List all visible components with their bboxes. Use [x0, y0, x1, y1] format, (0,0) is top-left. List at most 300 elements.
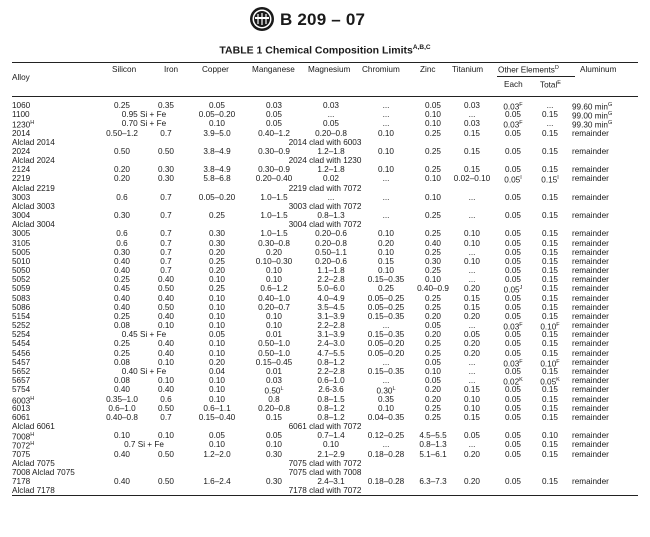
table-row	[12, 349, 638, 358]
table-title: Chemical Composition Limits	[265, 44, 413, 57]
fe-cell: 0.40	[158, 275, 174, 285]
ti-cell: 0.20	[464, 477, 480, 487]
fe-cell: 0.50	[158, 403, 174, 413]
ti-cell: 0.05	[464, 330, 480, 340]
alloy-cell: 2014	[12, 128, 31, 138]
each-cell: 0.05	[505, 302, 521, 312]
alloy-cell: $7072^H$	[12, 441, 35, 452]
cu-cell: 0.10	[209, 339, 225, 349]
zn-cell: 0.25	[425, 302, 441, 312]
fe-cell: 0.7	[160, 238, 172, 248]
cu-cell: 0.10	[209, 440, 225, 450]
al-cell: remainder	[572, 211, 609, 221]
each-cell: 0.05	[505, 330, 521, 340]
al-cell: 99.30 $\min^G$	[572, 120, 613, 131]
mn-cell: 0.50–1.0	[258, 339, 290, 349]
alloy-cell: $6003^H$	[12, 395, 35, 406]
cr-cell: 0.15–0.35	[367, 330, 405, 340]
fe-cell: 0.10	[158, 357, 174, 367]
table-row	[12, 477, 638, 486]
table-row	[12, 129, 638, 138]
col-iron: Iron	[164, 65, 179, 74]
table-row	[12, 202, 638, 211]
alloy-cell: 7008 Alclad 7075	[12, 467, 75, 477]
al-cell: remainder	[572, 284, 609, 294]
standard-designation: B 209 – 07	[280, 10, 366, 29]
si-cell: 0.40	[114, 256, 130, 266]
fe-cell: 0.30	[158, 165, 174, 175]
table-row	[12, 376, 638, 385]
mg-cell: 0.20–0.8	[315, 128, 347, 138]
alloy-cell: 5457	[12, 357, 31, 367]
zn-cell: 0.10	[425, 174, 441, 184]
total-cell: 0.15	[542, 146, 558, 156]
zn-cell: 0.20	[425, 394, 441, 404]
alloy-cell: 2124	[12, 165, 31, 175]
cu-cell: 0.6–1.1	[203, 403, 231, 413]
mg-cell: 0.20–0.6	[315, 256, 347, 266]
cr-cell: 0.04–0.35	[367, 412, 405, 422]
fe-cell: 0.50	[158, 284, 174, 294]
alloy-cell: 5005	[12, 247, 31, 257]
ti-cell: 0.15	[464, 146, 480, 156]
zn-cell: 0.25	[425, 339, 441, 349]
mn-cell: 0.05	[266, 119, 282, 129]
mg-cell: 0.8–1.3	[317, 211, 345, 221]
fe-cell: 0.40	[158, 348, 174, 358]
mg-cell: 4.0–4.9	[317, 293, 345, 303]
page-header	[0, 4, 650, 38]
clad-note: 7075 clad with 7072	[288, 458, 362, 468]
each-cell: $0.02^K$	[503, 377, 523, 387]
cr-cell: ...	[382, 211, 390, 221]
total-cell: 0.15	[542, 339, 558, 349]
cu-cell: 0.10	[209, 293, 225, 303]
al-cell: remainder	[572, 146, 609, 156]
total-cell: 0.15	[542, 247, 558, 257]
cu-cell: 0.20	[209, 266, 225, 276]
table-row	[12, 440, 638, 452]
cu-cell: 0.05–0.20	[198, 110, 236, 120]
table-row	[12, 450, 638, 459]
mn-cell: 0.05	[266, 431, 282, 441]
al-cell: remainder	[572, 385, 609, 395]
al-cell: remainder	[572, 311, 609, 321]
ti-cell: 0.15	[464, 128, 480, 138]
cr-cell: ...	[382, 101, 390, 110]
cu-cell: 5.8–6.8	[203, 174, 231, 184]
total-cell: ...	[546, 119, 554, 129]
alloy-cell: 5086	[12, 302, 31, 312]
each-cell: 0.05	[505, 211, 521, 221]
ti-cell: ...	[468, 321, 476, 331]
col-manganese: Manganese	[252, 65, 295, 74]
fe-cell: 0.50	[158, 477, 174, 487]
si-cell: 0.25	[114, 275, 130, 285]
mg-cell: ...	[327, 192, 335, 202]
al-cell: remainder	[572, 174, 609, 184]
mg-cell: 3.5–4.5	[317, 302, 345, 312]
total-cell: 0.15	[542, 165, 558, 175]
cr-cell: 0.25	[378, 284, 394, 294]
si-fe-cell: 0.95 Si + Fe	[121, 110, 167, 120]
ti-cell: 0.10	[464, 238, 480, 248]
each-cell: 0.05	[505, 256, 521, 266]
table-row	[12, 174, 638, 186]
cu-cell: 3.9–5.0	[203, 128, 231, 138]
cr-cell: ...	[382, 357, 390, 367]
table-row	[12, 330, 638, 339]
cr-cell: ...	[382, 119, 390, 129]
table-row	[12, 220, 638, 229]
total-cell: 0.15	[542, 211, 558, 221]
zn-cell: 0.25	[425, 247, 441, 257]
zn-cell: 0.20	[425, 385, 441, 395]
cu-cell: 1.2–2.0	[203, 449, 231, 459]
fe-cell: 0.7	[160, 412, 172, 422]
si-cell: 0.40	[114, 266, 130, 276]
table-row	[12, 404, 638, 413]
total-cell: $0.10^F$	[540, 358, 560, 369]
ti-cell: 0.03	[464, 119, 480, 129]
mn-cell: 0.20–0.7	[258, 302, 290, 312]
ti-cell: ...	[468, 247, 476, 257]
mn-cell: 0.03	[266, 376, 282, 386]
alloy-cell: 2219	[12, 174, 31, 184]
total-cell: 0.15	[542, 302, 558, 312]
total-cell: 0.15	[542, 385, 558, 395]
ti-cell: 0.15	[464, 165, 480, 175]
fe-cell: 0.7	[160, 256, 172, 266]
table-row	[12, 284, 638, 296]
alloy-cell: Alclad 7075	[12, 458, 55, 468]
total-cell: 0.15	[542, 330, 558, 340]
si-cell: 0.50–1.2	[106, 128, 138, 138]
cu-cell: 1.6–2.4	[203, 477, 231, 487]
si-cell: 0.30	[114, 211, 130, 221]
mn-cell: 0.01	[266, 366, 282, 376]
al-cell: 99.60 $\min^G$	[572, 102, 613, 112]
cu-cell: 0.10	[209, 321, 225, 331]
alloy-cell: 3005	[12, 229, 31, 239]
each-cell: $0.05^I$	[504, 175, 522, 186]
mg-cell: 2.4–3.1	[317, 477, 345, 487]
each-cell: $0.05^J$	[503, 285, 523, 296]
mn-cell: 0.10	[266, 275, 282, 285]
table-row	[12, 367, 638, 376]
si-fe-cell: 0.40 Si + Fe	[121, 366, 167, 376]
ti-cell: ...	[468, 211, 476, 221]
cu-cell: 3.8–4.9	[203, 165, 231, 175]
total-cell: 0.15	[542, 110, 558, 120]
table-row	[12, 275, 638, 284]
zn-cell: 0.25	[425, 266, 441, 276]
fe-cell: 0.6	[160, 394, 172, 404]
al-cell: remainder	[572, 376, 609, 386]
clad-note: 7075 clad with 7008	[288, 467, 362, 477]
zn-cell: 0.25	[425, 403, 441, 413]
zn-cell: 0.25	[425, 146, 441, 156]
col-copper: Copper	[202, 65, 229, 74]
mg-cell: 0.8–1.2	[317, 357, 345, 367]
al-cell: remainder	[572, 321, 609, 331]
cu-cell: 0.05–0.20	[198, 192, 236, 202]
col-other-elements: Other Elements$^D$	[498, 65, 559, 75]
si-cell: 0.25	[114, 101, 130, 110]
table-row	[12, 294, 638, 303]
cu-cell: 0.25	[209, 256, 225, 266]
al-cell: remainder	[572, 256, 609, 266]
mg-cell: 0.50–1.1	[315, 247, 347, 257]
si-cell: 0.40–0.8	[106, 412, 138, 422]
si-fe-cell: 0.45 Si + Fe	[121, 330, 167, 340]
alloy-cell: 2024	[12, 146, 31, 156]
table-row	[12, 486, 638, 495]
col-each: Each	[504, 80, 523, 89]
mg-cell: 5.0–6.0	[317, 284, 345, 294]
each-cell: 0.05	[505, 403, 521, 413]
cu-cell: 0.10	[209, 275, 225, 285]
si-cell: 0.08	[114, 321, 130, 331]
al-cell: remainder	[572, 403, 609, 413]
mn-cell: 0.20–0.40	[255, 174, 293, 184]
table-row	[12, 257, 638, 266]
ti-cell: ...	[468, 440, 476, 450]
si-cell: 0.6	[116, 192, 128, 202]
mn-cell: 0.30	[266, 477, 282, 487]
total-cell: $0.10^F$	[540, 322, 560, 332]
fe-cell: 0.40	[158, 311, 174, 321]
each-cell: 0.05	[505, 266, 521, 276]
alloy-cell: Alclad 6061	[12, 422, 55, 432]
si-cell: 0.50	[114, 146, 130, 156]
mn-cell: 0.30–0.8	[258, 238, 290, 248]
total-cell: 0.15	[542, 256, 558, 266]
alloy-cell: 5657	[12, 376, 31, 386]
mn-cell: 0.10	[266, 321, 282, 331]
al-cell: remainder	[572, 266, 609, 276]
mn-cell: 0.30	[266, 449, 282, 459]
alloy-cell: Alclad 3004	[12, 220, 55, 230]
cr-cell: 0.15–0.35	[367, 311, 405, 321]
mg-cell: 0.02	[323, 174, 339, 184]
alloy-cell: 3105	[12, 238, 31, 248]
alloy-cell: 5456	[12, 348, 31, 358]
si-cell: 0.40	[114, 449, 130, 459]
cu-cell: 0.10	[209, 302, 225, 312]
cu-cell: 0.30	[209, 229, 225, 239]
si-cell: 0.40	[114, 477, 130, 487]
mg-cell: 0.8–1.5	[317, 394, 345, 404]
each-cell: 0.05	[505, 449, 521, 459]
each-cell: 0.05	[505, 348, 521, 358]
alloy-cell: 5254	[12, 330, 31, 340]
fe-cell: 0.40	[158, 385, 174, 395]
cr-cell: ...	[382, 110, 390, 120]
clad-note: 6061 clad with 7072	[288, 422, 362, 432]
ti-cell: 0.10	[464, 256, 480, 266]
alloy-cell: 5050	[12, 266, 31, 276]
zn-cell: 0.25	[425, 293, 441, 303]
table-row	[12, 119, 638, 131]
alloy-cell: 5083	[12, 293, 31, 303]
ti-cell: ...	[468, 266, 476, 276]
mn-cell: 0.15–0.45	[255, 357, 293, 367]
table-row	[12, 229, 638, 238]
mn-cell: $0.50^L$	[264, 386, 284, 397]
col-total: Total$^E$	[540, 80, 561, 90]
total-cell: 0.15	[542, 403, 558, 413]
zn-cell: 4.5–5.5	[419, 431, 447, 441]
total-cell: ...	[546, 101, 554, 110]
table-title-refs: A,B,C	[412, 44, 431, 51]
al-cell: remainder	[572, 238, 609, 248]
si-cell: 0.6	[116, 238, 128, 248]
al-cell: remainder	[572, 339, 609, 349]
mg-cell: 2.2–2.8	[317, 321, 345, 331]
cu-cell: 0.20	[209, 357, 225, 367]
cu-cell: 0.15–0.40	[198, 412, 236, 422]
si-fe-cell: 0.7 Si + Fe	[124, 440, 164, 450]
table-row	[12, 165, 638, 174]
alloy-cell: Alclad 2024	[12, 156, 55, 166]
table-row	[12, 110, 638, 119]
each-cell: 0.05	[505, 165, 521, 175]
cu-cell: 0.25	[209, 211, 225, 221]
ti-cell: 0.15	[464, 385, 480, 395]
alloy-cell: $7008^H$	[12, 432, 35, 442]
al-cell: remainder	[572, 330, 609, 340]
alloy-cell: 6013	[12, 403, 31, 413]
cu-cell: 0.20	[209, 247, 225, 257]
ti-cell: 0.20	[464, 311, 480, 321]
al-cell: remainder	[572, 348, 609, 358]
ti-cell: ...	[468, 376, 476, 386]
si-cell: 0.10	[114, 431, 130, 441]
alloy-cell: 1100	[12, 110, 30, 120]
table-row	[12, 147, 638, 156]
mn-cell: 0.50–1.0	[258, 348, 290, 358]
ti-cell: 0.05	[464, 431, 480, 441]
table-header-rule	[12, 96, 638, 97]
each-cell: 0.05	[505, 412, 521, 422]
total-cell: 0.15	[542, 128, 558, 138]
each-cell: 0.05	[505, 477, 521, 487]
clad-note: 3003 clad with 7072	[288, 201, 362, 211]
mn-cell: 1.0–1.5	[260, 192, 288, 202]
cu-cell: 0.05	[209, 431, 225, 441]
al-cell: remainder	[572, 366, 609, 376]
cr-cell: ...	[382, 321, 390, 331]
each-cell: 0.05	[505, 440, 521, 450]
each-cell: 0.05	[505, 311, 521, 321]
mg-cell: ...	[327, 110, 335, 120]
alloy-cell: Alclad 2219	[12, 183, 55, 193]
alloy-cell: 5059	[12, 284, 31, 294]
mn-cell: 0.10	[266, 311, 282, 321]
cr-cell: 0.18–0.28	[367, 477, 405, 487]
mn-cell: 0.10	[266, 266, 282, 276]
si-cell: 0.20	[114, 165, 130, 175]
total-cell: 0.15	[542, 477, 558, 487]
cr-cell: 0.12–0.25	[367, 431, 405, 441]
si-cell: 0.6	[116, 229, 128, 239]
col-alloy: Alloy	[12, 73, 30, 82]
cr-cell: ...	[382, 440, 390, 450]
fe-cell: 0.50	[158, 302, 174, 312]
alloy-cell: Alclad 2014	[12, 137, 55, 147]
si-cell: 0.35–1.0	[106, 394, 138, 404]
each-cell: 0.05	[505, 394, 521, 404]
mg-cell: 2.1–2.9	[317, 449, 345, 459]
zn-cell: 0.25	[425, 211, 441, 221]
col-chromium: Chromium	[362, 65, 400, 74]
cu-cell: 0.04	[209, 366, 225, 376]
alloy-cell: 3003	[12, 192, 31, 202]
al-cell: remainder	[572, 128, 609, 138]
each-cell: 0.05	[505, 385, 521, 395]
fe-cell: 0.7	[160, 211, 172, 221]
mn-cell: 0.20–0.8	[258, 403, 290, 413]
table-body	[12, 101, 638, 495]
mn-cell: 0.03	[266, 101, 282, 110]
ti-cell: 0.10	[464, 229, 480, 239]
table-row	[12, 138, 638, 147]
mn-cell: 0.01	[266, 330, 282, 340]
si-cell: 0.25	[114, 348, 130, 358]
each-cell: 0.05	[505, 339, 521, 349]
total-cell: 0.15	[542, 266, 558, 276]
table-row	[12, 211, 638, 220]
al-cell: remainder	[572, 192, 609, 202]
cr-cell: 0.10	[378, 146, 394, 156]
cr-cell: 0.15	[378, 256, 394, 266]
mn-cell: 0.8	[268, 394, 280, 404]
cr-cell: 0.10	[378, 266, 394, 276]
zn-cell: 6.3–7.3	[419, 477, 447, 487]
si-cell: 0.25	[114, 339, 130, 349]
col-silicon: Silicon	[112, 65, 137, 74]
cu-cell: 0.10	[209, 119, 225, 129]
mn-cell: 0.30–0.9	[258, 165, 290, 175]
alloy-cell: $1230^H$	[12, 120, 35, 131]
al-cell: remainder	[572, 229, 609, 239]
table-row	[12, 468, 638, 477]
cu-cell: 0.05	[209, 101, 225, 110]
table-header	[12, 60, 638, 98]
table-number: TABLE 1	[219, 44, 263, 57]
table-row	[12, 395, 638, 404]
table-row	[12, 239, 638, 248]
zn-cell: 0.10	[425, 366, 441, 376]
cu-cell: 0.30	[209, 238, 225, 248]
alloy-cell: Alclad 3003	[12, 201, 55, 211]
total-cell: 0.15	[542, 449, 558, 459]
total-cell: 0.15	[542, 440, 558, 450]
total-cell: $0.15^I$	[541, 175, 559, 186]
ti-cell: ...	[468, 275, 476, 285]
cr-cell: 0.20	[378, 238, 394, 248]
si-cell: 0.30	[114, 247, 130, 257]
fe-cell: 0.40	[158, 339, 174, 349]
mn-cell: 0.20	[266, 247, 282, 257]
alloy-cell: 1060	[12, 101, 31, 110]
fe-cell: 0.50	[158, 449, 174, 459]
zn-cell: 0.10	[425, 192, 441, 202]
ti-cell: 0.20	[464, 348, 480, 358]
mn-cell: 0.10	[266, 440, 282, 450]
cr-cell: 0.18–0.28	[367, 449, 405, 459]
